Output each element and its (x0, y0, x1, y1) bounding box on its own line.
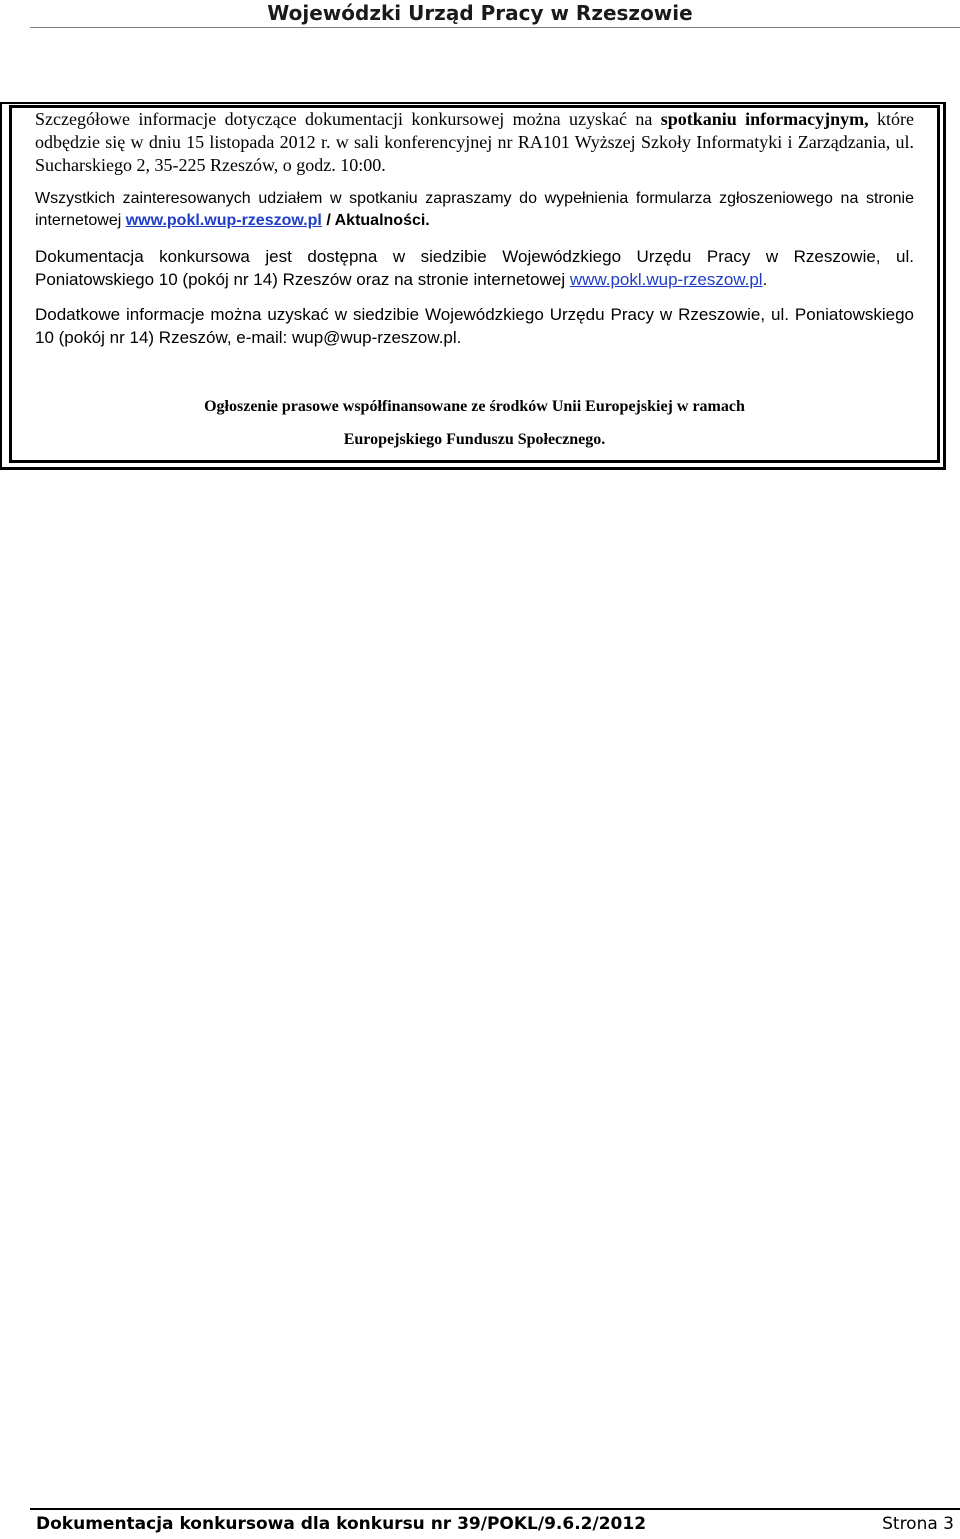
cofinancing-notice-line-1: Ogłoszenie prasowe współfinansowane ze środków Unii Europejskiej w ramach (204, 398, 745, 415)
paragraph-registration (35, 188, 914, 232)
cofinancing-notice-line-2: Europejskiego Funduszu Społecznego. (343, 431, 606, 448)
header-divider (30, 27, 960, 28)
paragraph-documentation (35, 245, 914, 291)
paragraph-bold-text: / Aktualności. (321, 212, 430, 229)
paragraph-bold-text: spotkaniu informacyjnym, (660, 109, 869, 129)
paragraph-text: które odbędzie się w dniu 15 listopada 2012 r. w sali konferencyjnej nr RA101 Wyższej Szkoły Informatyki i Zarządzania, ul. Sucharskiego 2, 35-225 Rzeszów, o godz. 10:00. (35, 109, 915, 175)
footer-page-number: Strona 3 (882, 1514, 954, 1534)
paragraph-text: Dodatkowe informacje można uzyskać w siedzibie Wojewódzkiego Urzędu Pracy w Rzeszowie, ul. Poniatowskiego 10 (pokój nr 14) Rzeszów, e-mail: wup@wup-rzeszow.pl. (35, 305, 914, 347)
paragraph-additional-info (35, 303, 914, 349)
footer-document-title: Dokumentacja konkursowa dla konkursu nr 39/POKL/9.6.2/2012 (36, 1514, 647, 1534)
website-link[interactable]: www.pokl.wup-rzeszow.pl (125, 212, 322, 229)
paragraph-text: . (762, 270, 768, 289)
paragraph-text: Dokumentacja konkursowa jest dostępna w siedzibie Wojewódzkiego Urzędu Pracy w Rzeszowie, ul. Poniatowskiego 10 (pokój nr 14) Rzeszów oraz na stronie internetowej (35, 247, 914, 289)
website-link[interactable]: www.pokl.wup-rzeszow.pl (569, 270, 763, 289)
paragraph-meeting-info (35, 108, 914, 177)
page-header-title: Wojewódzki Urząd Pracy w Rzeszowie (267, 1, 693, 25)
paragraph-text: Wszystkich zainteresowanych udziałem w spotkaniu zapraszamy do wypełnienia formularza zgłoszeniowego na stronie internetowej (35, 190, 914, 229)
notice-content (35, 108, 914, 349)
paragraph-text: Szczegółowe informacje dotyczące dokumentacji konkursowej można uzyskać na (35, 109, 661, 129)
footer-divider (30, 1508, 960, 1510)
